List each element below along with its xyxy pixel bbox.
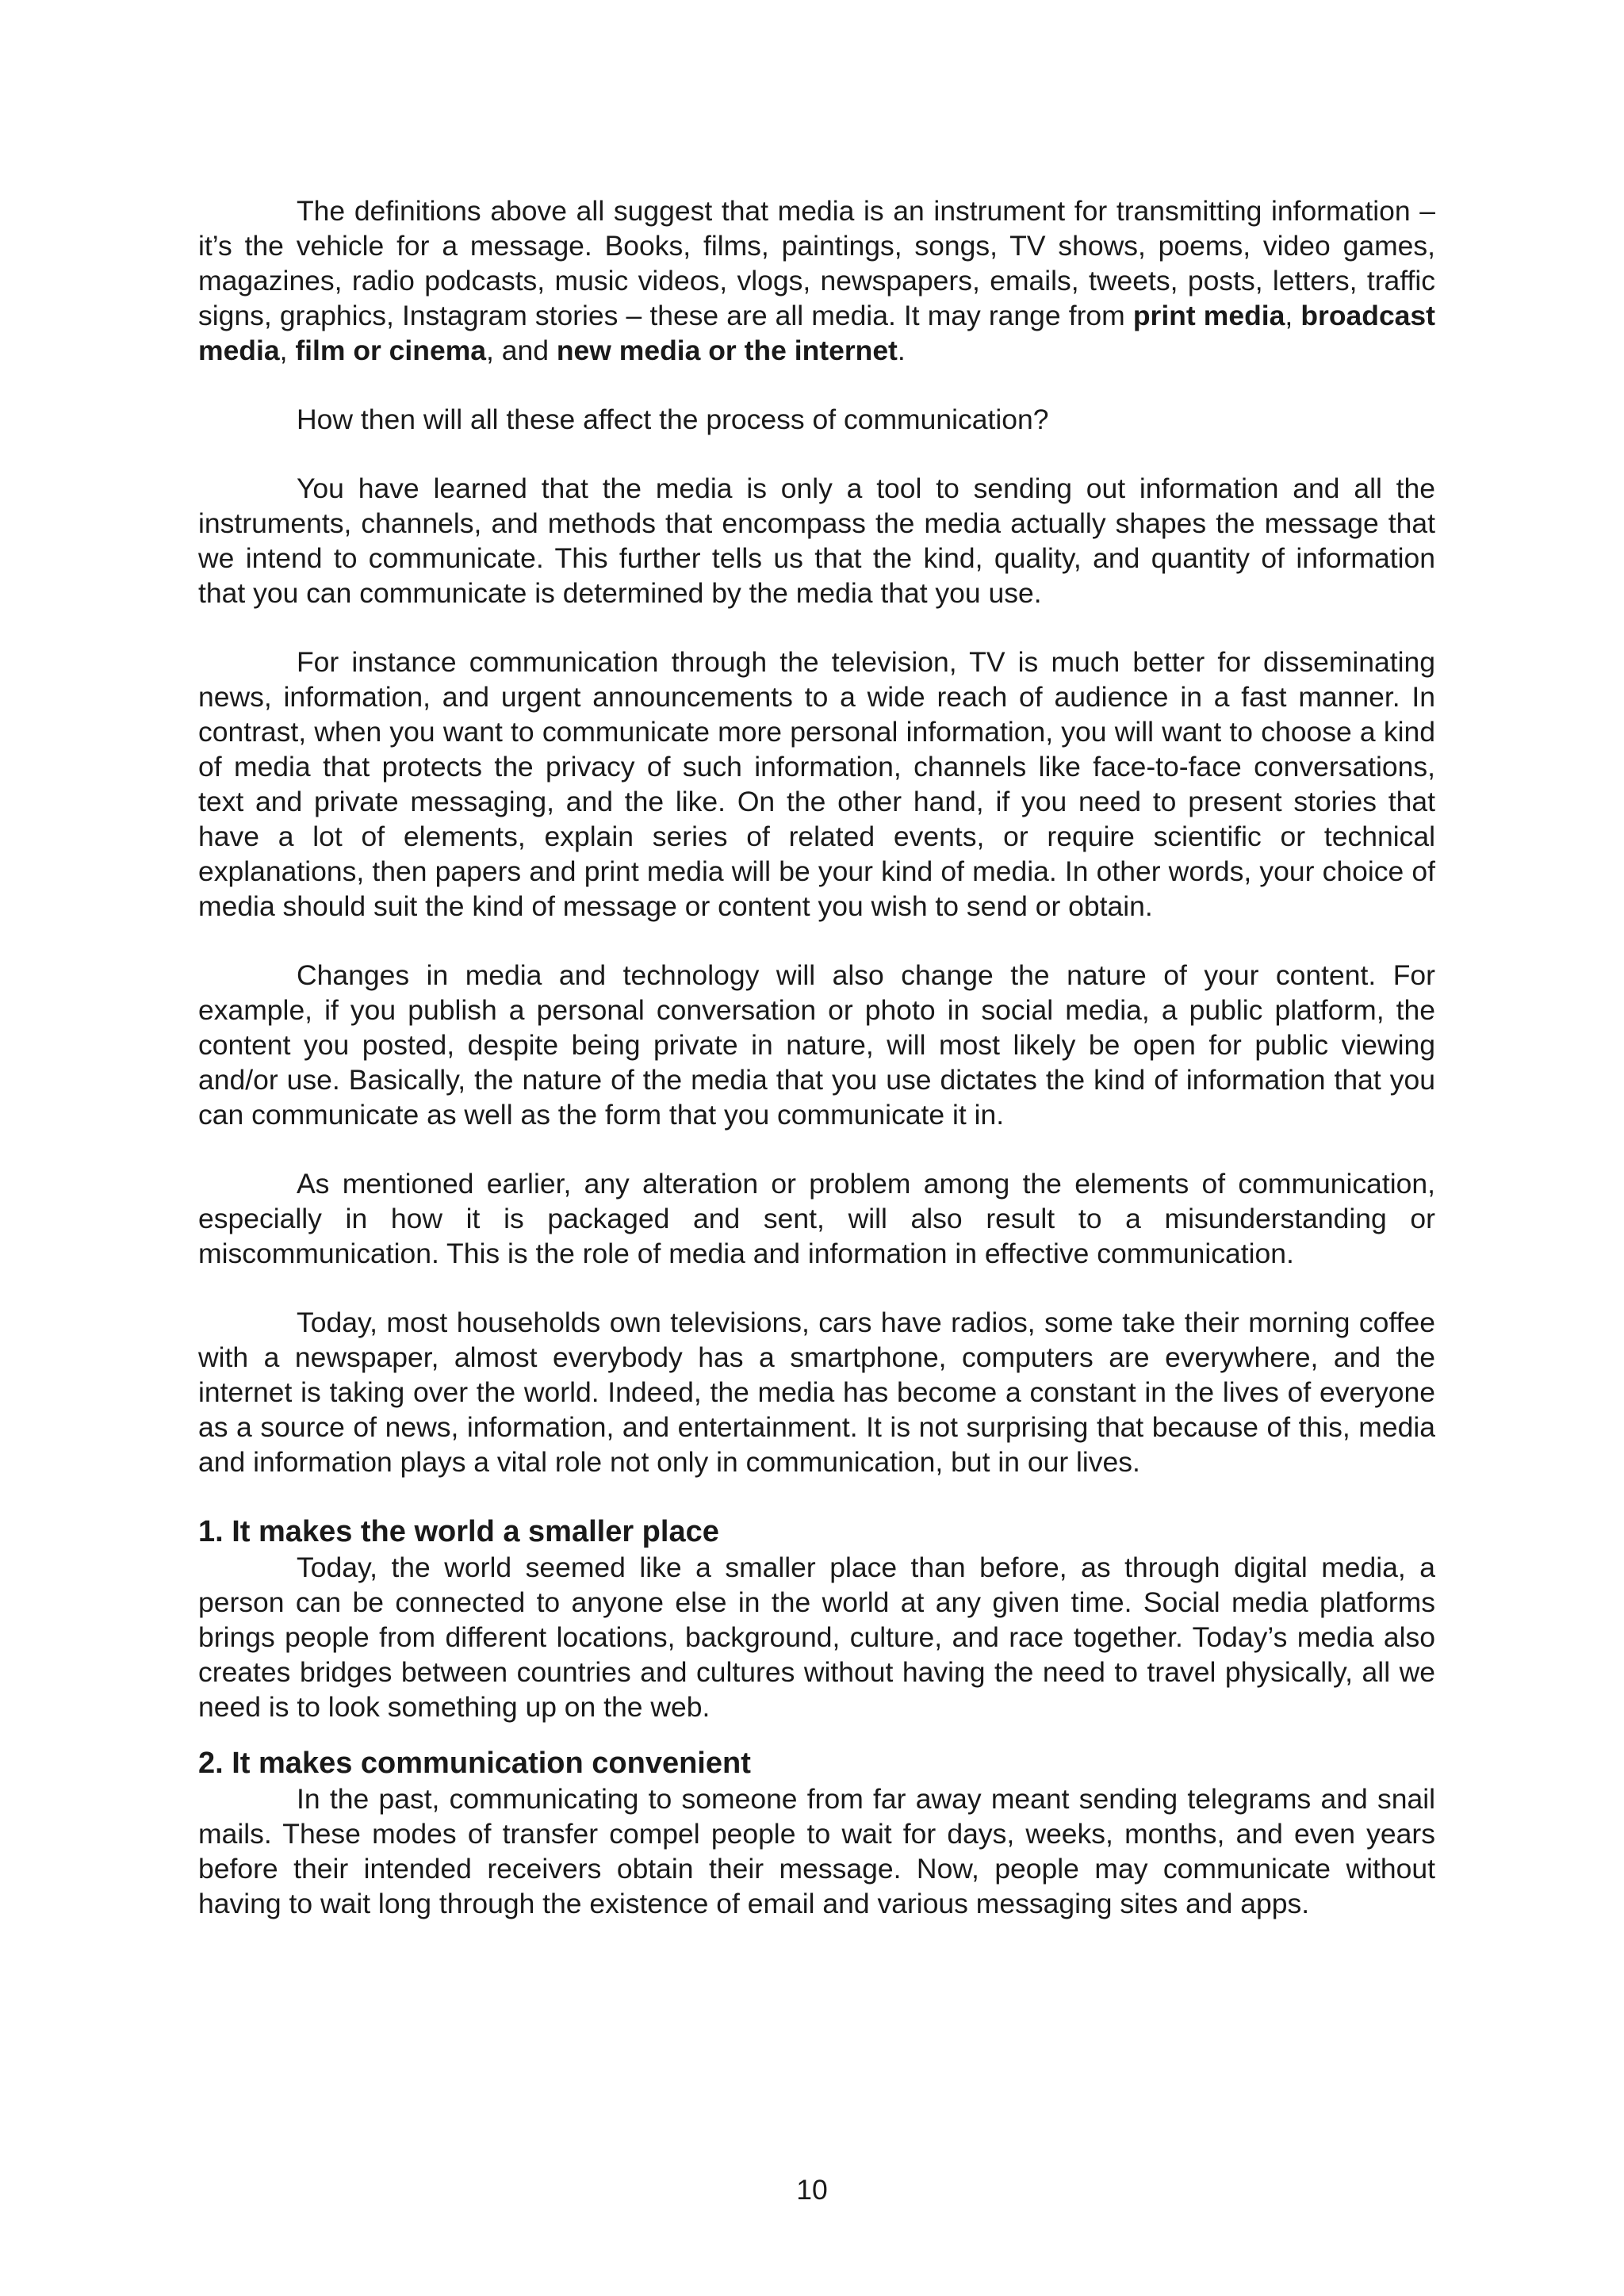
bold-term-new-media: new media or the internet xyxy=(556,335,898,366)
paragraph-changes-in-media: Changes in media and technology will also change the nature of your content. For example, if you publish a personal conversation or photo in social media, a public platform, the content you posted, despite being private in nature, will most likely be open for public viewing and/or use. Basically, the nature of the media that you use dictates the kind of information that you can communicate as well as the form that you communicate it in. xyxy=(198,959,1435,1131)
section-body: In the past, communicating to someone from far away meant sending telegrams and snail mails. These modes of transfer compel people to wait for days, weeks, months, and even years before their intended receivers obtain their message. Now, people may communicate without having to wait long through the existence of email and various messaging sites and apps. xyxy=(198,1783,1435,1919)
section-heading: 1. It makes the world a smaller place xyxy=(198,1515,719,1548)
paragraph-households: Today, most households own televisions, cars have radios, some take their morning coffee with a newspaper, almost everybody has a smartphone, computers are everywhere, and the internet is taking over the world. Indeed, the media has become a constant in the lives of everyone as a source of news, information, and entertainment. It is not surprising that because of this, media and information plays a vital role not only in communication, but in our lives. xyxy=(198,1307,1435,1478)
separator: , and xyxy=(486,335,557,366)
bold-term-film-or-cinema: film or cinema xyxy=(295,335,487,366)
section-convenient-communication xyxy=(198,1745,1435,1921)
bold-term-print-media: print media xyxy=(1132,300,1285,331)
paragraph-media-definitions xyxy=(198,193,1435,368)
section-heading: 2. It makes communication convenient xyxy=(198,1747,751,1780)
paragraph-media-as-tool: You have learned that the media is only a tool to sending out information and all the instruments, channels, and methods that encompass the media actually shapes the message that we intend to communicate. This further tells us that the kind, quality, and quantity of information that you can communicate is determined by the media that you use. xyxy=(198,473,1435,609)
paragraph-television-example: For instance communication through the television, TV is much better for disseminating news, information, and urgent announcements to a wide reach of audience in a fast manner. In contrast, when you want to communicate more personal information, you will want to choose a kind of media that protects the privacy of such information, channels like face-to-face conversations, text and private messaging, and the like. On the other hand, if you need to present stories that have a lot of elements, explain series of related events, or require scientific or technical explanations, then papers and print media will be your kind of media. In other words, your choice of media should suit the kind of message or content you wish to send or obtain. xyxy=(198,646,1435,922)
separator: , xyxy=(279,335,296,366)
document-page xyxy=(198,193,1435,1942)
section-body: Today, the world seemed like a smaller place than before, as through digital media, a person can be connected to anyone else in the world at any given time. Social media platforms brings people from different locations, background, culture, and race together. Today’s media also creates bridges between countries and cultures without having the need to travel physically, all we need is to look something up on the web. xyxy=(198,1552,1435,1723)
paragraph-alteration: As mentioned earlier, any alteration or problem among the elements of communication, especially in how it is packaged and sent, will also result to a misunderstanding or miscommunication. This is the role of media and information in effective communication. xyxy=(198,1168,1435,1269)
sentence-end: . xyxy=(897,335,906,366)
page-number: 10 xyxy=(796,2174,828,2206)
bold-term-broadcast-media: broadcast media xyxy=(198,300,1435,366)
paragraph-text: The definitions above all suggest that media is an instrument for transmitting information – it’s the vehicle for a message. Books, films, paintings, songs, TV shows, poems, video games, magazines, radio podcasts, music videos, vlogs, newspapers, emails, tweets, posts, letters, traffic signs, graphics, Instagram stories – these are all media. It may range from xyxy=(198,195,1435,331)
separator: , xyxy=(1285,300,1301,331)
paragraph-question: How then will all these affect the process of communication? xyxy=(297,404,1049,435)
section-smaller-world xyxy=(198,1513,1435,1724)
